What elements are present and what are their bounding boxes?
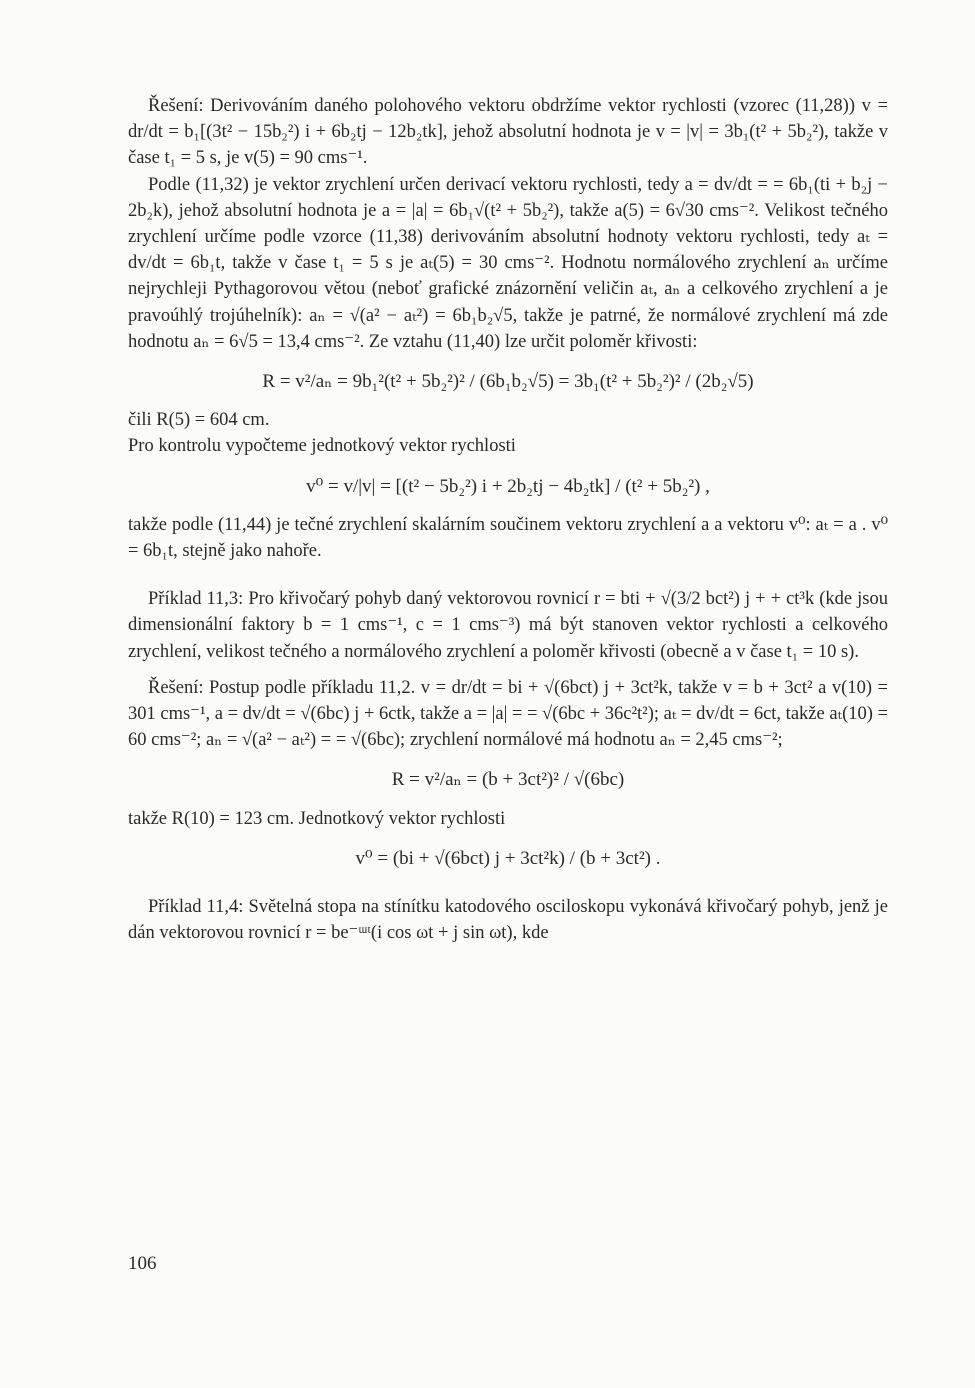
curvature-radius-equation-2: R = v²/aₙ = (b + 3ct²)² / √(6bc) (391, 769, 625, 791)
unit-vector-equation: v⁰ = v/|v| = [(t² − 5b₂²) i + 2b₂tj − 4b₂tk] / (t² + 5b₂²) , (306, 475, 710, 497)
page-body (128, 93, 888, 946)
radius-result-2: takže R(10) = 123 cm. Jednotkový vektor rychlosti (128, 808, 506, 829)
tangential-check-paragraph: takže podle (11,44) je tečné zrychlení skalárním součinem vektoru zrychlení a a vektoru v⁰: aₜ = a . v⁰ = 6b₁t, stejně jako nahoře. (128, 514, 888, 562)
example-11-4-paragraph: Příklad 11,4: Světelná stopa na stínítku katodového osciloskopu vykonává křivočarý pohyb, jenž je dán vektorovou rovnicí r = be⁻ᵚᵗ(i cos ωt + j sin ωt), kde (128, 897, 888, 944)
radius-result: čili R(5) = 604 cm. (128, 410, 270, 431)
curvature-radius-equation: R = v²/aₙ = 9b₁²(t² + 5b₂²)² / (6b₁b₂√5) = 3b₁(t² + 5b₂²)² / (2b₂√5) (262, 371, 754, 393)
solution-11-3-paragraph: Řešení: Postup podle příkladu 11,2. v = dr/dt = bi + √(6bct) j + 3ct²k, takže v = b + 3ct² a v(10) = 301 cms⁻¹, a = dv/dt = √(6bc) j + 6ctk, takže a = |a| = = √(6bc + 36c²t²); aₜ = dv/dt = 6ct, takže aₜ(10) = 60 cms⁻²; aₙ = √(a² − aₜ²) = = √(6bc); zrychlení normálové má hodnotu aₙ = 2,45 cms⁻²; (128, 677, 888, 751)
unit-vector-equation-2: v⁰ = (bi + √(6bct) j + 3ct²k) / (b + 3ct²) . (355, 847, 661, 869)
unit-vector-intro: Pro kontrolu vypočteme jednotkový vektor rychlosti (128, 436, 516, 457)
page-number: 106 (128, 1253, 157, 1274)
solution-11-2-paragraph: Řešení: Derivováním daného polohového vektoru obdržíme vektor rychlosti (vzorec (11,28)) v = dr/dt = b₁[(3t² − 15b₂²) i + 6b₂tj − 12b₂tk], jehož absolutní hodnota je v = |v| = 3b₁(t² + 5b₂²), takže v čase t₁ = 5 s, je v(5) = 90 cms⁻¹. (128, 96, 888, 169)
acceleration-paragraph: Podle (11,32) je vektor zrychlení určen derivací vektoru rychlosti, tedy a = dv/dt = = 6b₁(ti + b₂j − 2b₂k), jehož absolutní hodnota je a = |a| = 6b₁√(t² + 5b₂²), takže a(5) = 6√30 cms⁻². Velikost tečného zrychlení určíme podle vzorce (11,38) derivováním absolutní hodnoty vektoru rychlosti, tedy aₜ = dv/dt = 6b₁t, takže v čase t₁ = 5 s je aₜ(5) = 30 cms⁻². Hodnotu normálového zrychlení aₙ určíme nejrychleji Pythagorovou větou (neboť grafické znázornění veličin aₜ, aₙ a celkového zrychlení a je pravoúhlý trojúhelník): aₙ = √(a² − aₜ²) = 6b₁b₂√5, takže je patrné, že normálové zrychlení má zde hodnotu aₙ = 6√5 = 13,4 cms⁻². Ze vztahu (11,40) lze určit poloměr křivosti: (128, 174, 888, 352)
example-11-3-paragraph: Příklad 11,3: Pro křivočarý pohyb daný vektorovou rovnicí r = bti + √(3/2 bct²) j + + ct³k (kde jsou dimensionální faktory b = 1 cms⁻¹, c = 1 cms⁻³) má být stanoven vektor rychlosti a celkového zrychlení, velikost tečného a normálového zrychlení a poloměr křivosti (obecně a v čase t₁ = 10 s). (128, 589, 888, 662)
